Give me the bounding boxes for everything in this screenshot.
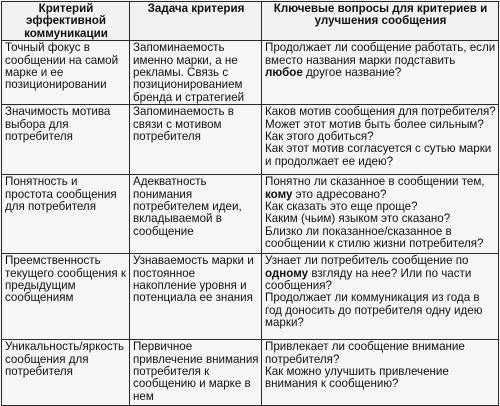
cell-questions	[262, 340, 499, 406]
question-emphasis: одному	[265, 266, 309, 280]
table-row	[2, 105, 499, 175]
cell-criterion: Преемственность текущего сообщения к предыдущим сообщениям	[2, 254, 130, 340]
question-fragment: Как этот мотив согласуется с сутью марки и продолжает ее идею?	[265, 142, 492, 168]
cell-task: Запоминаемость в связи с мотивом потребителя	[130, 105, 262, 175]
question-fragment: Как этого добиться?	[265, 130, 374, 144]
question-fragment: Может этот мотив быть более сильным?	[265, 117, 484, 131]
question-text	[265, 341, 496, 366]
question-fragment: Каков мотив сообщения для потребителя?	[265, 105, 496, 119]
criteria-table	[1, 1, 499, 406]
question-fragment: Каким (чьим) языком это сказано?	[265, 212, 451, 226]
question-fragment: Продолжает ли сообщение работать, если вместо названия марки подставить	[265, 41, 496, 67]
question-fragment: Продолжает ли коммуникация из года в год доносить до потребителя одну идею марки?	[265, 291, 483, 330]
question-fragment: Привлекает ли сообщение внимание потребителя?	[265, 340, 465, 366]
question-fragment: Как сказать это еще проще?	[265, 200, 418, 214]
cell-task: Первичное привлечение внимания потребителя к сообщению и марке в нем	[130, 340, 262, 406]
cell-questions	[262, 41, 499, 105]
question-text	[265, 292, 496, 329]
header-task: Задача критерия	[130, 2, 262, 41]
header-questions: Ключевые вопросы для критериев и улучшения сообщения	[262, 2, 499, 41]
question-text	[265, 255, 496, 292]
table-row	[2, 340, 499, 406]
cell-criterion: Значимость мотива выбора для потребителя	[2, 105, 130, 175]
question-fragment: Понятно ли сказанное в сообщении тем,	[265, 175, 485, 189]
table-header-row	[2, 2, 499, 41]
question-fragment: другое название?	[302, 66, 402, 80]
question-text	[265, 176, 496, 201]
cell-criterion: Точный фокус в сообщении на самой марке и ее позиционировании	[2, 41, 130, 105]
cell-criterion: Понятность и простота сообщения для потребителя	[2, 175, 130, 254]
cell-questions	[262, 175, 499, 254]
cell-questions	[262, 105, 499, 175]
table-row	[2, 254, 499, 340]
question-fragment: Близко ли показанное/сказанное в сообщении к стилю жизни потребителя?	[265, 224, 484, 251]
header-criterion: Критерий эффективной коммуникации	[2, 2, 130, 41]
cell-task: Запоминаемость именно марки, а не рекламы. Связь с позиционированием бренда и стратегией	[130, 41, 262, 105]
question-text	[265, 366, 496, 391]
table-row	[2, 175, 499, 254]
question-text	[265, 42, 496, 79]
cell-criterion: Уникальность/яркость сообщения для потребителя	[2, 340, 130, 406]
question-fragment: Узнает ли потребитель сообщение по	[265, 254, 469, 268]
question-fragment: взгляду на нее? Или по части сообщения?	[265, 266, 472, 293]
cell-questions	[262, 254, 499, 340]
question-fragment: это адресовано?	[292, 187, 387, 201]
question-fragment: Как можно улучшить привлечение внимания к сообщению?	[265, 365, 449, 391]
question-emphasis: кому	[265, 187, 293, 201]
cell-task: Адекватность понимания потребителем идеи, вкладываемой в сообщение	[130, 175, 262, 254]
question-emphasis: любое	[265, 66, 303, 80]
question-text	[265, 226, 496, 251]
cell-task: Узнаваемость марки и постоянное накопление уровня и потенциала ее знания	[130, 254, 262, 340]
question-text	[265, 143, 496, 168]
table-row	[2, 41, 499, 105]
